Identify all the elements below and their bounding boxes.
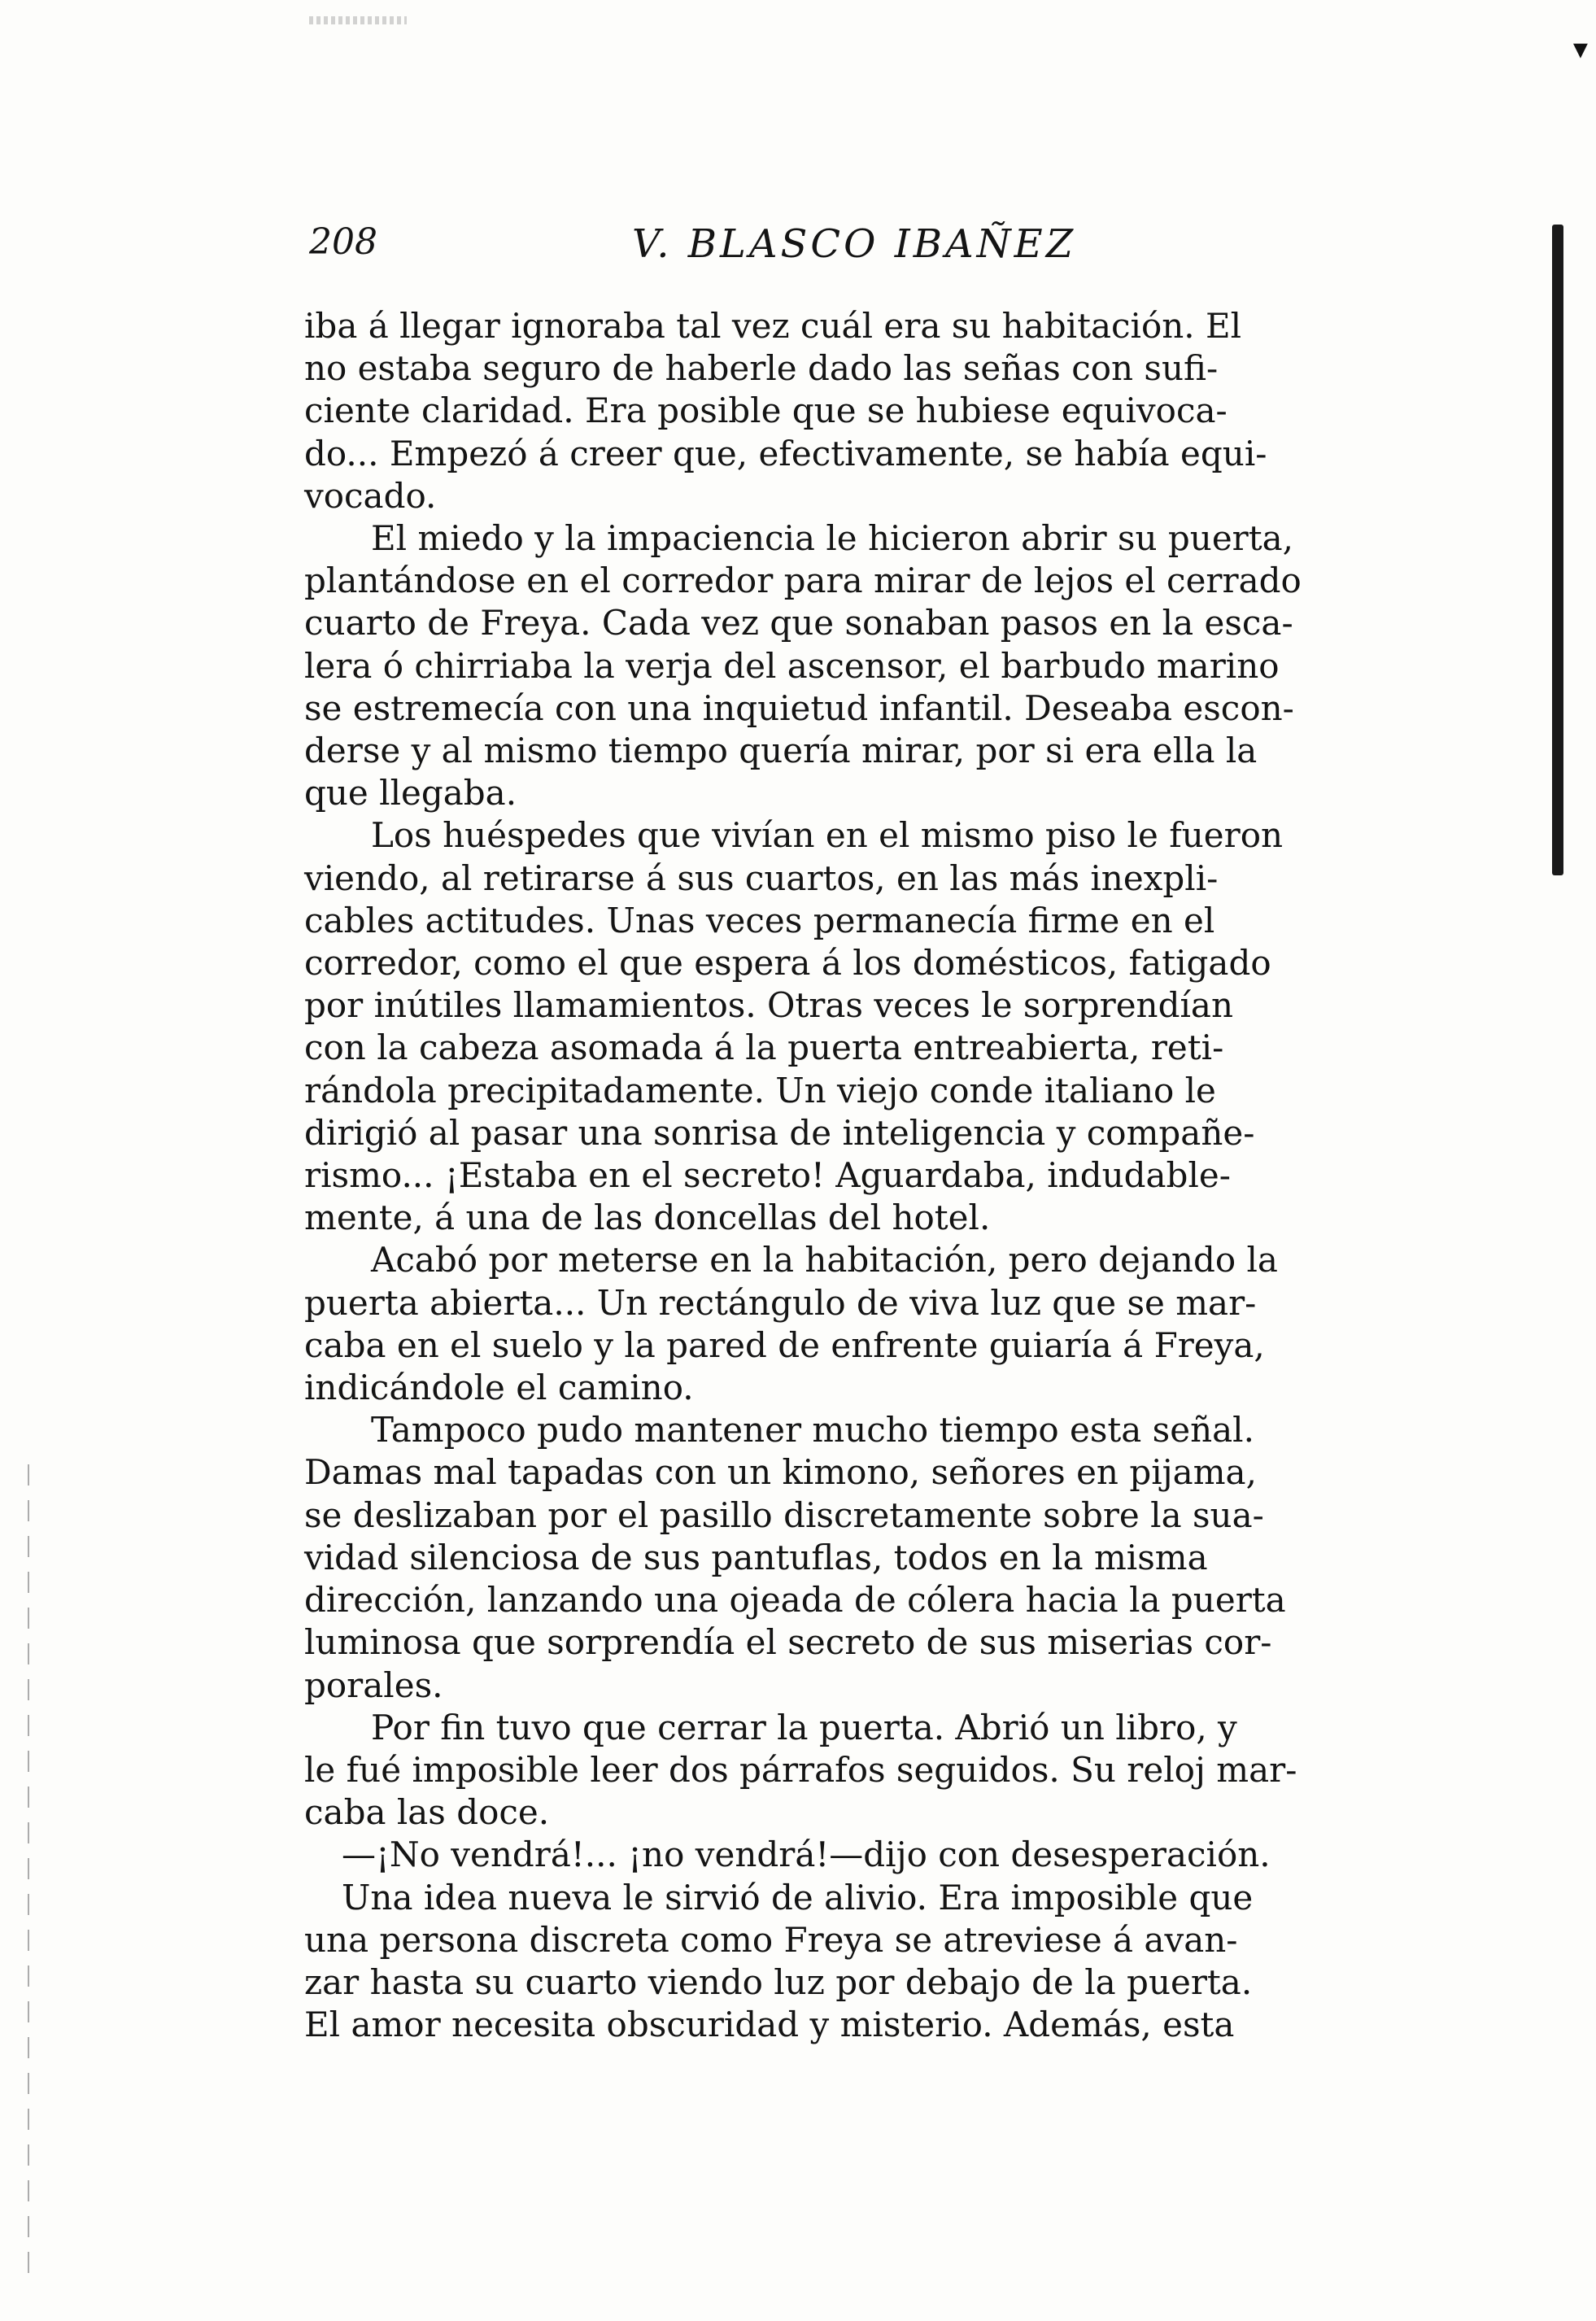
text-line: puerta abierta... Un rectángulo de viva luz que se mar- (304, 1282, 1257, 1323)
paragraph (304, 1409, 1402, 1706)
text-line: Damas mal tapadas con un kimono, señores en pijama, (304, 1452, 1257, 1493)
text-line: se deslizaban por el pasillo discretamente sobre la sua- (304, 1494, 1264, 1535)
paragraph (304, 1239, 1402, 1409)
text-line: lera ó chirriaba la verja del ascensor, el barbudo marino (304, 645, 1280, 686)
text-line: —¡No vendrá!... ¡no vendrá!—dijo con desesperación. (342, 1835, 1271, 1875)
text-line: que llegaba. (304, 773, 517, 814)
paragraph (304, 305, 1402, 517)
page-header (301, 221, 1407, 278)
text-line: porales. (304, 1664, 443, 1705)
text-line: corredor, como el que espera á los domésticos, fatigado (304, 943, 1271, 984)
page-number: 208 (309, 221, 377, 263)
text-line: rismo... ¡Estaba en el secreto! Aguardaba, indudable- (304, 1155, 1231, 1196)
text-line: Los huéspedes que vivían en el mismo piso le fueron (371, 815, 1284, 856)
text-line: iba á llegar ignoraba tal vez cuál era su habitación. El (304, 306, 1242, 346)
text-line: derse y al mismo tiempo quería mirar, por si era ella la (304, 731, 1258, 771)
text-line: vocado. (304, 475, 437, 516)
text-line: Acabó por meterse en la habitación, pero dejando la (371, 1240, 1278, 1280)
text-line: mente, á una de las doncellas del hotel. (304, 1198, 991, 1238)
paragraph (304, 1707, 1402, 1835)
text-line: le fué imposible leer dos párrafos seguidos. Su reloj mar- (304, 1749, 1297, 1790)
text-line: cables actitudes. Unas veces permanecía firme en el (304, 900, 1215, 940)
scan-page-edge (28, 1464, 29, 2278)
paragraph (304, 517, 1402, 814)
text-line: una persona discreta como Freya se atreviese á avan- (304, 1919, 1238, 1960)
text-line: El amor necesita obscuridad y misterio. Además, esta (304, 2005, 1235, 2045)
running-title: V. BLASCO IBAÑEZ (631, 221, 1077, 267)
text-line: zar hasta su cuarto viendo luz por debajo de la puerta. (304, 1961, 1253, 2002)
text-line: Por fin tuvo que cerrar la puerta. Abrió un libro, y (371, 1707, 1237, 1747)
text-line: cuarto de Freya. Cada vez que sonaban pasos en la esca- (304, 603, 1293, 644)
text-line: ciente claridad. Era posible que se hubiese equivoca- (304, 390, 1228, 431)
text-line: caba las doce. (304, 1792, 550, 1833)
scan-smudge (309, 16, 407, 24)
text-line: por inútiles llamamientos. Otras veces le sorprendían (304, 985, 1234, 1026)
text-line: caba en el suelo y la pared de enfrente guiaría á Freya, (304, 1324, 1265, 1365)
text-line: viendo, al retirarse á sus cuartos, en las más inexpli- (304, 857, 1219, 898)
text-line: El miedo y la impaciencia le hicieron abrir su puerta, (371, 518, 1294, 559)
text-line: luminosa que sorprendía el secreto de sus miserias cor- (304, 1622, 1272, 1663)
scan-binding-bar (1552, 225, 1563, 875)
text-line: do... Empezó á creer que, efectivamente, se había equi- (304, 433, 1267, 473)
text-line: vidad silenciosa de sus pantuflas, todos en la misma (304, 1537, 1208, 1577)
scan-corner-mark: ▾ (1572, 33, 1588, 66)
text-line: plantándose en el corredor para mirar de lejos el cerrado (304, 561, 1302, 601)
text-line: indicándole el camino. (304, 1368, 694, 1408)
body-text (304, 305, 1402, 2046)
paragraph (304, 1877, 1402, 2047)
text-line: se estremecía con una inquietud infantil. Deseaba escon- (304, 687, 1294, 728)
text-line: Una idea nueva le sirvió de alivio. Era imposible que (342, 1877, 1254, 1917)
text-line: no estaba seguro de haberle dado las señas con sufi- (304, 348, 1219, 389)
text-line: dirigió al pasar una sonrisa de inteligencia y compañe- (304, 1112, 1255, 1153)
paragraph (304, 1834, 1402, 1876)
text-line: Tampoco pudo mantener mucho tiempo esta señal. (371, 1410, 1254, 1451)
text-line: rándola precipitadamente. Un viejo conde italiano le (304, 1070, 1216, 1110)
paragraph (304, 814, 1402, 1239)
text-line: dirección, lanzando una ojeada de cólera hacia la puerta (304, 1580, 1286, 1621)
text-line: con la cabeza asomada á la puerta entreabierta, reti- (304, 1027, 1224, 1068)
